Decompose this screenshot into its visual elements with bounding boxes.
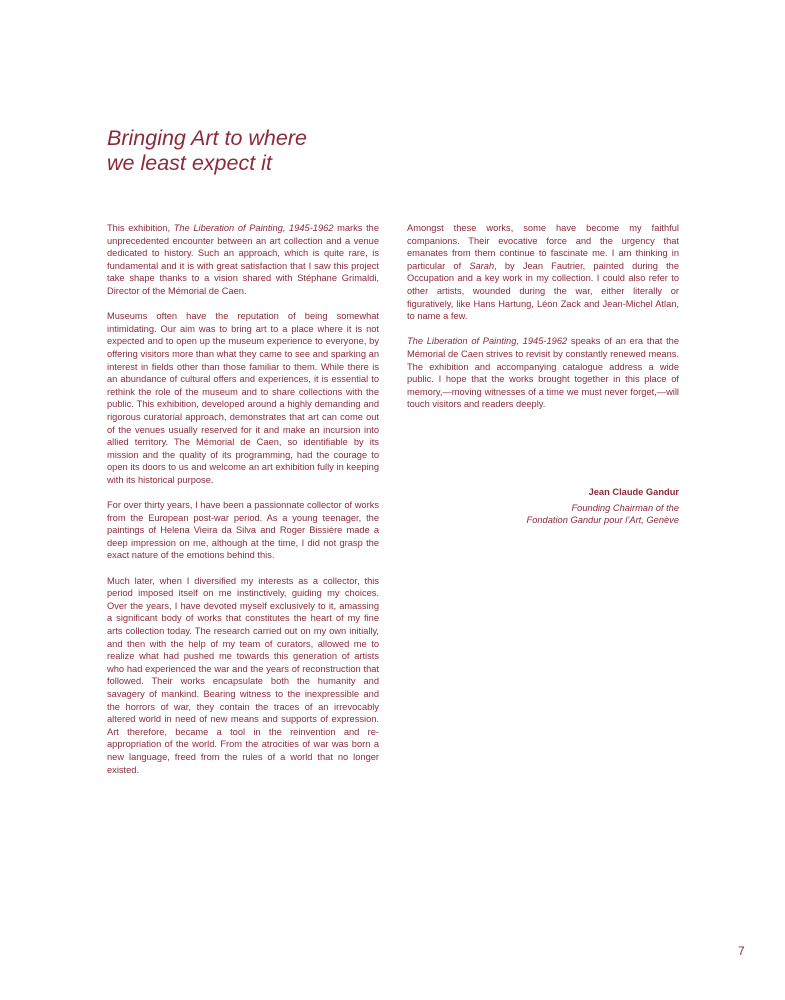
paragraph-text: Museums often have the reputation of being somewhat intimidating. Our aim was to bring art to a place where it is not expected and to open up the museum experience to everyone, by offering visitors more than what they came to see and sparking an interest in fields other than those familiar to them. While there is an abundance of cultural offers and experiences, it is essential to rethink the role of the museum and to share collections with the public. This exhibition, developed around a highly demanding and rigorous curatorial approach, demonstrates that art can come out of the venues usually reserved for it and make an incursion into allied territory. The Mémorial de Caen, so identifiable by its mission and the quality of its programming, had the courage to open its doors to us and welcome an art exhibition fully in keeping with its historical purpose. [107, 311, 379, 485]
signature-block [407, 486, 679, 527]
italic-title-text: The Liberation of Painting, 1945-1962 [407, 336, 568, 347]
signature-name: Jean Claude Gandur [588, 487, 679, 497]
body-paragraph [107, 222, 379, 298]
body-paragraph [407, 222, 679, 323]
paragraph-text: For over thirty years, I have been a passionnate collector of works from the European post-war period. As a young teenager, the paintings of Helena Vieira da Silva and Roger Bissière made a deep impression on me, although at the time, I did not grasp the exact nature of the emotions behind this. [107, 500, 379, 561]
paragraph-text: marks the unprecedented encounter between an art collection and a venue dedicated to history. Such an approach, which is quite rare, is fundamental and it is with great satisfaction that I saw this project take shape thanks to a vision shared with Stéphane Grimaldi, Director of the Mémorial de Caen. [107, 223, 380, 296]
page-number: 7 [738, 944, 745, 958]
paragraph-text: , by Jean Fautrier, painted during the Occupation and a key work in my collection. I could also refer to other artists, wounded during the war, either literally or figuratively, like Hans Hartung, Léon Zack and Jean-Michel Atlan, to name a few. [407, 260, 679, 322]
title-line-1: Bringing Art to where [107, 126, 307, 150]
page-title [107, 126, 407, 176]
italic-title-text: The Liberation of Painting, 1945-1962 [173, 223, 334, 233]
body-paragraph [107, 575, 379, 777]
body-paragraph [407, 335, 679, 411]
title-line-2: we least expect it [107, 151, 272, 175]
body-paragraph [107, 310, 379, 486]
italic-title-text: Sarah [469, 260, 495, 271]
paragraph-text: Amongst these works, some have become my faithful companions. Their evocative force and the urgency that emanates from them continue to fascinate me. I am thinking in particular of [407, 223, 679, 271]
left-column [107, 222, 379, 789]
signature-role-line-1: Founding Chairman of the [571, 502, 679, 513]
paragraph-text: speaks of an era that the Mémorial de Caen strives to revisit by constantly renewed means. The exhibition and accompanying catalogue address a wide public. I hope that the works brought together in this place of memory,—moving witnesses of a time we must never forget,—will touch visitors and readers deeply. [407, 336, 680, 410]
paragraph-text: Much later, when I diversified my interests as a collector, this period imposed itself on me instinctively, guiding my choices. Over the years, I have devoted myself exclusively to it, amassing a significant body of works that constitutes the heart of my fine arts collection today. The research carried out on my own initially, and then with the help of my team of curators, allowed me to realize what had pushed me towards this generation of artists who had experienced the war and the years of reconstruction that followed. Their works encapsulate both the humanity and savagery of mankind. Bearing witness to the inexpressible and the horrors of war, they contain the traces of an irrevocably altered world in need of new means and supports of expression. Art therefore, became a tool in the reinvention and re-appropriation of the world. From the atrocities of war was born a new language, freed from the rules of a world that no longer existed. [107, 575, 379, 775]
right-column [407, 222, 679, 424]
signature-role-line-2: Fondation Gandur pour l’Art, Genève [526, 515, 679, 526]
body-paragraph [107, 499, 379, 562]
paragraph-text: This exhibition, [107, 223, 174, 233]
